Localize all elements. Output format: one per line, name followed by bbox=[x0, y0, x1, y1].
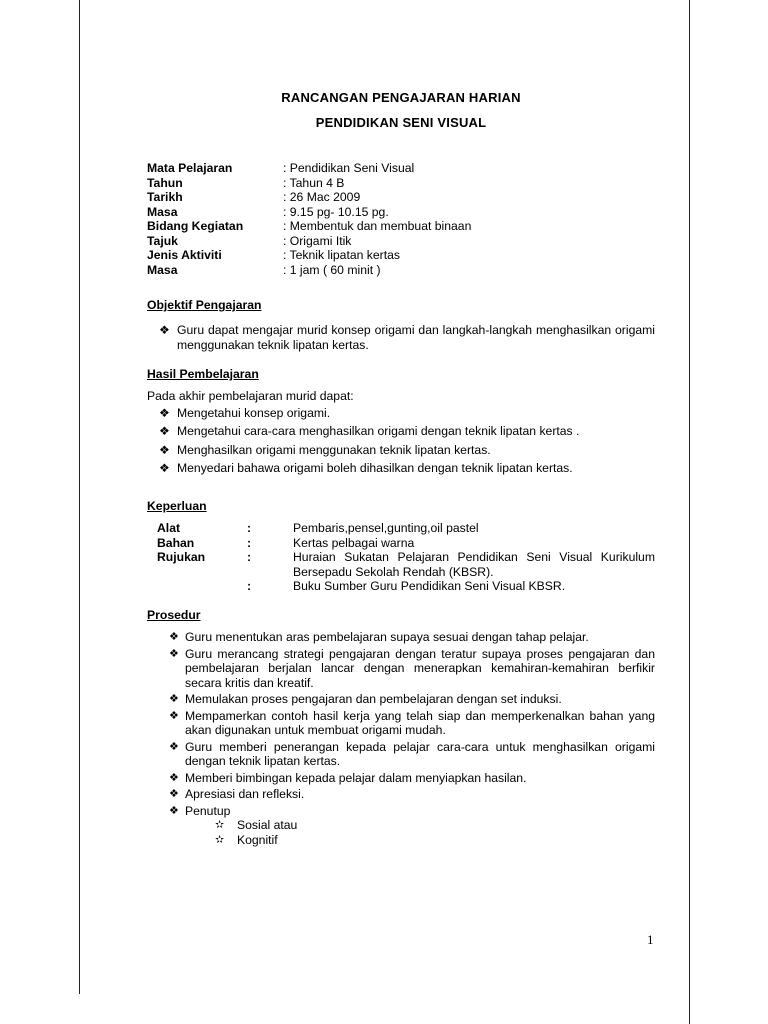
list-item: ❖ Apresiasi dan refleksi. bbox=[147, 787, 655, 802]
info-row bbox=[147, 248, 655, 263]
hasil-intro: Pada akhir pembelajaran murid dapat: bbox=[147, 389, 354, 403]
prosedur-heading: Prosedur bbox=[147, 608, 201, 622]
list-item: ❖ Memberi bimbingan kepada pelajar dalam menyiapkan hasilan. bbox=[147, 771, 655, 786]
document-subtitle: PENDIDIKAN SENI VISUAL bbox=[315, 115, 487, 130]
objektif-list bbox=[147, 323, 655, 356]
keperluan-row: Alat : Pembaris,pensel,gunting,oil pastel bbox=[157, 521, 479, 535]
diamond-bullet-icon: ❖ bbox=[159, 442, 170, 457]
info-row bbox=[147, 219, 655, 234]
list-item: ❖ Mengetahui konsep origami. bbox=[147, 406, 655, 421]
list-item: ❖ Menyedari bahawa origami boleh dihasilkan dengan teknik lipatan kertas. bbox=[147, 461, 655, 476]
list-item: ❖ Mempamerkan contoh hasil kerja yang telah siap dan memperkenalkan bahan yang akan digunakan untuk membuat origami mudah. bbox=[147, 709, 655, 738]
hasil-list bbox=[147, 389, 655, 480]
diamond-bullet-icon: ❖ bbox=[159, 405, 170, 420]
prosedur-list bbox=[147, 630, 655, 847]
list-item: ❖ Guru dapat mengajar murid konsep origami dan langkah-langkah menghasilkan origami menggunakan teknik lipatan kertas. bbox=[147, 323, 655, 352]
info-row bbox=[147, 205, 655, 220]
keperluan-table bbox=[147, 521, 655, 594]
info-label: Masa bbox=[147, 262, 178, 277]
hasil-heading: Hasil Pembelajaran bbox=[147, 367, 259, 381]
info-value: : 1 jam ( 60 minit ) bbox=[283, 262, 381, 277]
list-item: ❖ Menghasilkan origami menggunakan teknik lipatan kertas. bbox=[147, 443, 655, 458]
info-row bbox=[147, 263, 655, 278]
diamond-bullet-icon: ❖ bbox=[169, 771, 179, 784]
page-right-border bbox=[689, 0, 690, 1024]
diamond-bullet-icon: ❖ bbox=[159, 323, 170, 337]
info-label: Tajuk bbox=[147, 233, 178, 248]
diamond-bullet-icon: ❖ bbox=[159, 461, 170, 475]
info-value: : 26 Mac 2009 bbox=[283, 190, 361, 204]
info-label: Bidang Kegiatan bbox=[147, 219, 244, 233]
lesson-info bbox=[147, 161, 655, 277]
objektif-heading: Objektif Pengajaran bbox=[147, 298, 262, 312]
list-item: ❖ Guru merancang strategi pengajaran dengan teratur supaya proses pengajaran dan pembelajaran berjalan lancar dengan menerapkan kemahiran-kemahiran berfikir secara kritis dan kreatif. bbox=[147, 647, 655, 691]
info-label: Jenis Aktiviti bbox=[147, 248, 222, 262]
list-item: ❖ Guru menentukan aras pembelajaran supaya sesuai dengan tahap pelajar. bbox=[147, 630, 655, 645]
keperluan-row: Bahan : Kertas pelbagai warna bbox=[157, 535, 415, 550]
star-bullet-icon: ✫ bbox=[215, 819, 225, 831]
keperluan-row: : Buku Sumber Guru Pendidikan Seni Visual KBSR. bbox=[247, 579, 566, 593]
diamond-bullet-icon: ❖ bbox=[169, 647, 179, 660]
diamond-bullet-icon: ❖ bbox=[159, 424, 170, 438]
star-bullet-icon: ✫ bbox=[215, 833, 225, 846]
info-value: : Teknik lipatan kertas bbox=[283, 248, 400, 262]
list-item: ❖ Guru memberi penerangan kepada pelajar cara-cara untuk menghasilkan origami dengan teknik lipatan kertas. bbox=[147, 740, 655, 769]
diamond-bullet-icon: ❖ bbox=[169, 693, 179, 705]
diamond-bullet-icon: ❖ bbox=[169, 740, 179, 753]
page-left-border bbox=[79, 0, 80, 994]
keperluan-heading: Keperluan bbox=[147, 499, 207, 513]
sub-list-item: ✫ Sosial atau bbox=[215, 818, 298, 832]
info-value: : Origami Itik bbox=[283, 233, 352, 248]
info-label: Tarikh bbox=[147, 190, 183, 204]
info-row bbox=[147, 190, 655, 205]
info-label: Masa bbox=[147, 204, 178, 219]
diamond-bullet-icon: ❖ bbox=[169, 631, 179, 643]
info-row bbox=[147, 234, 655, 249]
diamond-bullet-icon: ❖ bbox=[169, 804, 179, 817]
info-label: Mata Pelajaran bbox=[147, 161, 233, 175]
list-item: ❖ Penutup bbox=[147, 804, 655, 819]
sub-list-item: ✫ Kognitif bbox=[215, 832, 278, 847]
document-title: RANCANGAN PENGAJARAN HARIAN bbox=[281, 90, 521, 105]
page-number: 1 bbox=[647, 932, 654, 947]
info-value: : Tahun 4 B bbox=[283, 175, 345, 190]
keperluan-row: Rujukan : Huraian Sukatan Pelajaran Pendidikan Seni Visual Kurikulum Bersepadu Sekolah Rendah (KBSR). bbox=[157, 550, 655, 579]
diamond-bullet-icon: ❖ bbox=[169, 788, 179, 800]
info-label: Tahun bbox=[147, 175, 183, 190]
info-value: : 9.15 pg- 10.15 pg. bbox=[283, 204, 389, 219]
list-item: ❖ Mengetahui cara-cara menghasilkan origami dengan teknik lipatan kertas . bbox=[147, 424, 655, 439]
info-row bbox=[147, 176, 655, 191]
info-value: : Pendidikan Seni Visual bbox=[283, 161, 415, 175]
info-row bbox=[147, 161, 655, 176]
list-item: ❖ Memulakan proses pengajaran dan pembelajaran dengan set induksi. bbox=[147, 692, 655, 707]
diamond-bullet-icon: ❖ bbox=[169, 709, 179, 722]
info-value: : Membentuk dan membuat binaan bbox=[283, 219, 472, 233]
